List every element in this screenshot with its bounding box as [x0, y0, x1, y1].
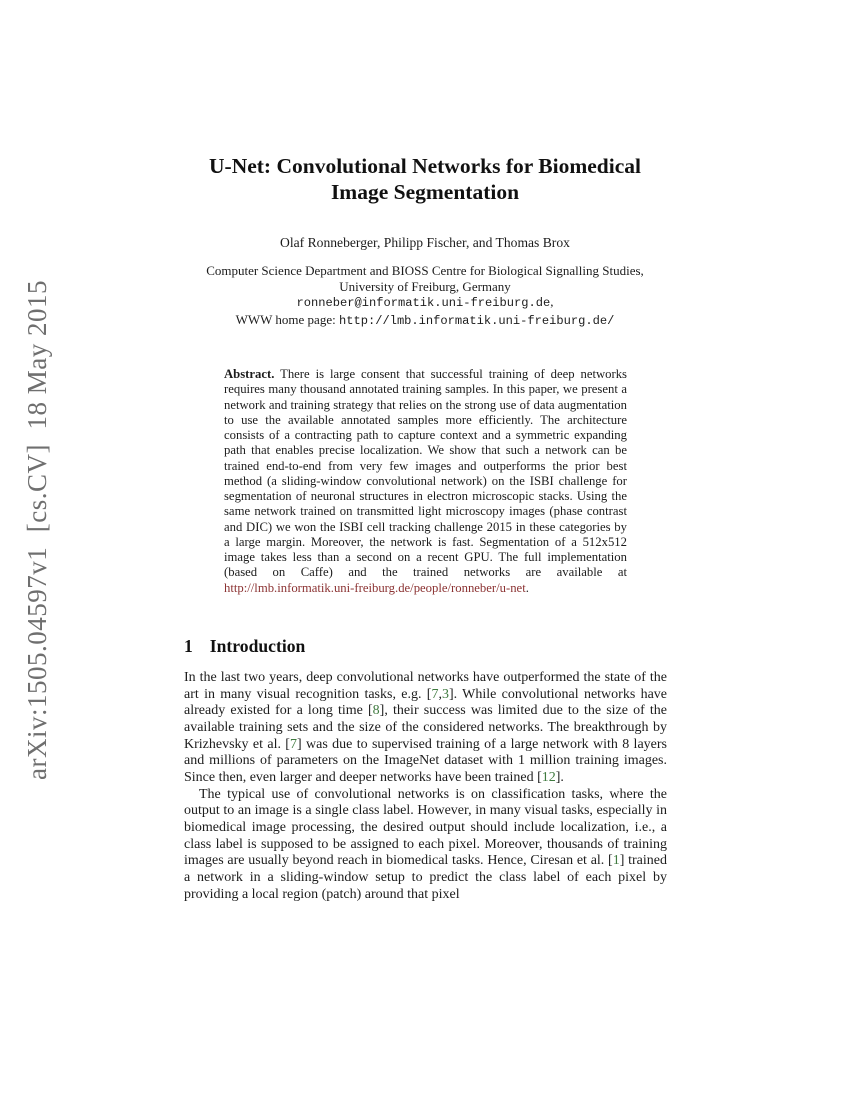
citation-7[interactable]: 7 [289, 736, 297, 752]
citation-1[interactable]: 1 [612, 853, 620, 869]
abstract-block [224, 367, 627, 596]
intro-paragraph-1 [184, 670, 667, 787]
text-run: The typical use of convolutional networks is on classification tasks, where the output to an image is a single class label. However, in many visual tasks, especially in biomedical image processing, the desired output should include localization, i.e., a class label is supposed to be assigned to each pixel. Moreover, thousands of training images are usually beyond reach in biomedical tasks. Hence, Ciresan et al. [ [184, 786, 667, 869]
text-run: ], their success was limited due to the size of the available training sets and the size of the considered networks. The breakthrough by Krizhevsky et al. [ [184, 703, 667, 752]
text-run: , [550, 294, 554, 310]
unet-code-link[interactable]: http://lmb.informatik.uni-freiburg.de/people/ronneber/u-net [224, 580, 526, 595]
text-line [0, 263, 850, 279]
paper-title [0, 154, 850, 205]
text-line [0, 154, 850, 180]
citation-12[interactable]: 12 [541, 769, 556, 785]
text-run: U-Net: Convolutional Networks for Biomedical [209, 154, 641, 178]
email-address: ronneber@informatik.uni-freiburg.de [296, 296, 551, 311]
text-run: ] was due to supervised training of a large network with 8 layers and millions of parameters on the ImageNet dataset with 1 million training images. Since then, even larger and deeper networks have been trained [ [184, 736, 667, 785]
text-run: ]. [555, 769, 564, 785]
text-run: There is large consent that successful training of deep networks requires many thousand annotated training samples. In this paper, we present a network and training strategy that relies on the strong use of data augmentation to use the available annotated samples more efficiently. The architecture consists of a contracting path to capture context and a symmetric expanding path that enables precise localization. We show that such a network can be trained end-to-end from very few images and outperforms the prior best method (a sliding-window convolutional network) on the ISBI challenge for segmentation of neuronal structures in electron microscopic stacks. Using the same network trained on transmitted light microscopy images (phase contrast and DIC) we won the ISBI cell tracking challenge 2015 in these categories by a large margin. Moreover, the network is fast. Segmentation of a 512x512 image takes less than a second on a recent GPU. The full implementation (based on Caffe) and the trained networks are available at [224, 367, 627, 580]
text-run: ] trained a network in a sliding-window setup to predict the class label of each pixel by providing a local region (patch) around that pixel [184, 853, 668, 902]
text-run: Image Segmentation [330, 179, 520, 204]
citation-7[interactable]: 7 [431, 686, 439, 702]
text-run: University of Freiburg, Germany [339, 278, 511, 294]
intro-paragraph-2 [184, 787, 667, 904]
introduction-body [184, 670, 667, 903]
text-line [0, 180, 850, 206]
abstract-label: Abstract. [224, 367, 275, 381]
text-run: ]. While convolutional networks have already existed for a long time [ [184, 686, 667, 719]
citation-3[interactable]: 3 [441, 686, 449, 702]
text-line [0, 312, 850, 330]
text-run: , [438, 686, 442, 702]
affiliation-block [0, 263, 850, 329]
text-run: . [525, 580, 529, 595]
text-run: Computer Science Department and BIOSS Centre for Biological Signalling Studies, [206, 263, 644, 278]
text-run: In the last two years, deep convolutional networks have outperformed the state of the art in many visual recognition tasks, e.g. [ [184, 670, 667, 702]
section-heading [184, 636, 305, 657]
text-line [0, 294, 850, 312]
section-title: Introduction [209, 636, 306, 656]
text-line [0, 279, 850, 295]
homepage-url: http://lmb.informatik.uni-freiburg.de/ [338, 313, 615, 328]
citation-8[interactable]: 8 [372, 703, 380, 719]
text-run: WWW home page: [235, 311, 339, 327]
arxiv-watermark: arXiv:1505.04597v1 [cs.CV] 18 May 2015 [22, 280, 52, 780]
section-number: 1 [184, 636, 193, 656]
authors-line: Olaf Ronneberger, Philipp Fischer, and Thomas Brox [280, 235, 570, 250]
